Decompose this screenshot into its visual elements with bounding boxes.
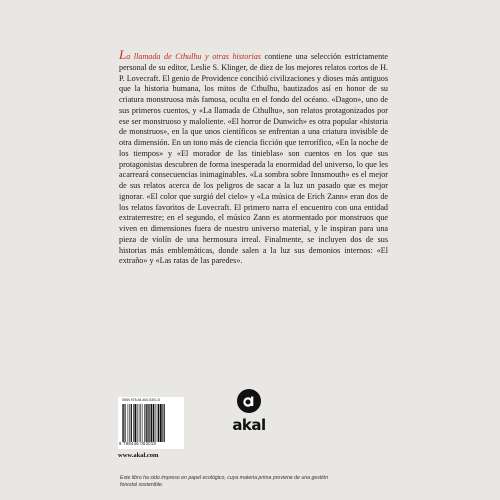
akal-logo <box>229 389 269 449</box>
dropcap-letter: L <box>119 47 127 62</box>
barcode-bars-icon <box>122 404 180 442</box>
eco-paper-note: Este libro ha sido impreso en papel ecológico, cuya materia prima proviene de una gestión forestal sostenible. <box>120 475 329 488</box>
isbn-barcode <box>118 397 184 449</box>
akal-logo-wordmark: akal <box>232 416 266 434</box>
barcode-digits: 9 788446 053018 <box>119 441 157 446</box>
isbn-label: ISBN 978-84-460-5301-8 <box>122 398 160 402</box>
akal-logo-circle-icon <box>237 389 261 413</box>
blurb-text: contiene una selección estrictamente personal de su editor, Leslie S. Klinger, de diez de los mejores relatos cortos de H. P. Lovecraft. El genio de Providence concibió civilizaciones y dioses más antiguos que la historia humana, los mitos de Cthulhu, bautizados así en honor de su criatura monstruosa más famosa, oculta en el fondo del océano. «Dagon», uno de sus primeros cuentos, y «La llamada de Cthulhu», son relatos protagonizados por ese ser monstruoso y maloliente. «El horror de Dunwich» es otra popular «historia de monstruos», en la que unos científicos se enfrentan a una criatura invisible de otra dimensión. En un tono más de ciencia ficción que terrorífico, «En la noche de los tiempos» y «El morador de las tinieblas» son cuentos en los que sus protagonistas descubren de forma inesperada la enormidad del universo, lo que les acarreará consecuencias inimaginables. «La sombra sobre Innsmouth» es el mejor de sus relatos acerca de los peligros de sacar a la luz un pasado que es mejor ignorar. «El color que surgió del cielo» y «La música de Erich Zann» eran dos de los relatos favoritos de Lovecraft. El primero narra el encuentro con una entidad extraterrestre; en el segundo, el músico Zann es atormentado por monstruos que viven en dimensiones fuera de nuestro universo material, y le inspiran para una pieza de violín de una hermosura irreal. Finalmente, se incluyen dos de sus historias más emblemáticas, donde salen a la luz sus demonios internos: «El extraño» y «Las ratas de las paredes». <box>119 52 388 266</box>
publisher-website: www.akal.com <box>118 452 159 459</box>
book-title-italic: a llamada de Cthulhu y otras historias <box>126 52 261 61</box>
back-cover-blurb <box>119 47 388 267</box>
